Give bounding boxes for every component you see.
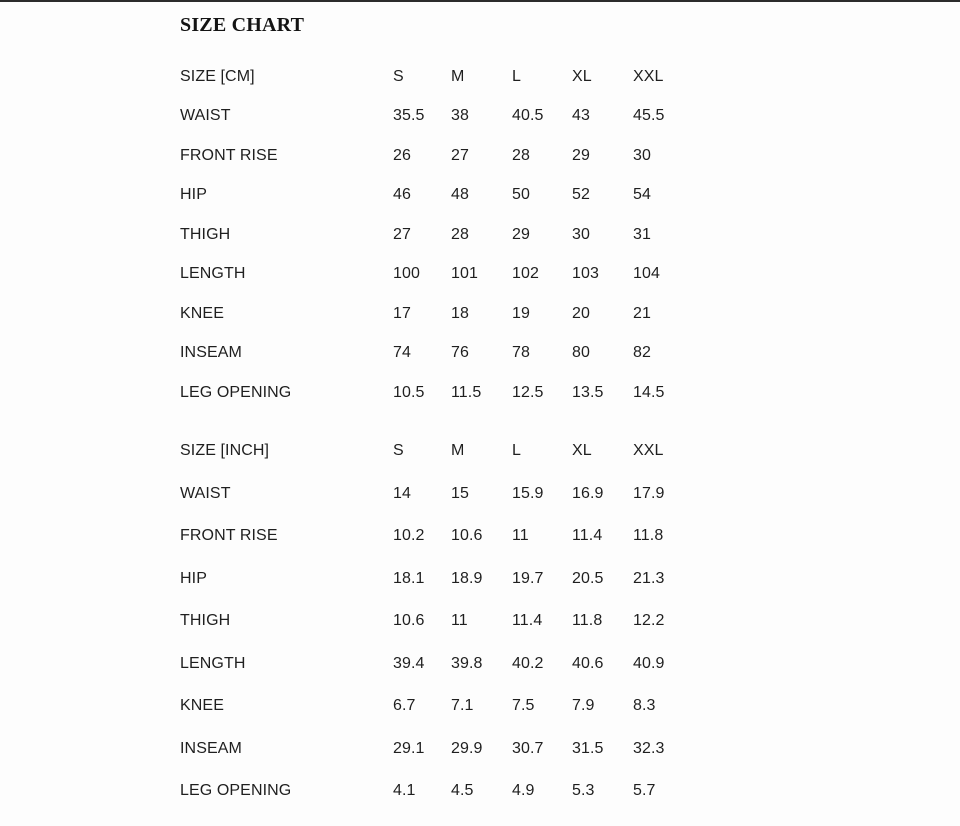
size-cell: 11.5 bbox=[451, 383, 482, 401]
size-cell: 82 bbox=[633, 344, 651, 362]
size-cell: 26 bbox=[393, 146, 411, 164]
size-cell: 20.5 bbox=[572, 569, 604, 587]
size-cell: 28 bbox=[451, 225, 469, 243]
size-cell: 14.5 bbox=[633, 383, 665, 401]
table-row bbox=[180, 373, 720, 413]
size-cell: 4.5 bbox=[451, 782, 474, 800]
table-row bbox=[180, 643, 720, 686]
size-cell: 46 bbox=[393, 186, 411, 204]
size-cell: 35.5 bbox=[393, 107, 425, 125]
size-cell: 11 bbox=[512, 527, 529, 545]
size-cell: 29.1 bbox=[393, 739, 425, 757]
size-cell: 80 bbox=[572, 344, 590, 362]
size-col-xxl: XXL bbox=[633, 67, 664, 85]
size-table-inch bbox=[180, 430, 720, 813]
size-cell: 5.3 bbox=[572, 782, 595, 800]
size-cell: 78 bbox=[512, 344, 530, 362]
size-cell: 21.3 bbox=[633, 569, 665, 587]
table-row bbox=[180, 334, 720, 374]
size-cell: 29 bbox=[512, 225, 530, 243]
size-col-m: M bbox=[451, 67, 465, 85]
row-label: INSEAM bbox=[180, 739, 242, 757]
row-label: HIP bbox=[180, 569, 207, 587]
size-cell: 30 bbox=[633, 146, 651, 164]
size-table-cm bbox=[180, 57, 720, 413]
row-label: INSEAM bbox=[180, 344, 242, 362]
table-row bbox=[180, 473, 720, 516]
size-cell: 43 bbox=[572, 107, 590, 125]
size-cell: 30 bbox=[572, 225, 590, 243]
row-label: HIP bbox=[180, 186, 207, 204]
size-cell: 40.6 bbox=[572, 654, 604, 672]
table-header-row bbox=[180, 57, 720, 97]
size-cell: 31.5 bbox=[572, 739, 604, 757]
size-cell: 6.7 bbox=[393, 697, 416, 715]
size-col-s: S bbox=[393, 67, 404, 85]
size-cell: 101 bbox=[451, 265, 478, 283]
table-header-row bbox=[180, 430, 720, 473]
size-cell: 38 bbox=[451, 107, 469, 125]
row-label: THIGH bbox=[180, 225, 231, 243]
row-label: THIGH bbox=[180, 612, 231, 630]
table-row bbox=[180, 215, 720, 255]
size-cell: 17.9 bbox=[633, 484, 665, 502]
size-cell: 52 bbox=[572, 186, 590, 204]
size-cell: 11.4 bbox=[512, 612, 543, 630]
size-col-s: S bbox=[393, 442, 404, 460]
size-cell: 20 bbox=[572, 304, 590, 322]
size-cell: 17 bbox=[393, 304, 411, 322]
row-label: LEG OPENING bbox=[180, 383, 292, 401]
size-cell: 32.3 bbox=[633, 739, 665, 757]
size-cell: 100 bbox=[393, 265, 420, 283]
size-cell: 31 bbox=[633, 225, 651, 243]
size-cell: 103 bbox=[572, 265, 599, 283]
size-cell: 16.9 bbox=[572, 484, 604, 502]
size-col-xxl: XXL bbox=[633, 442, 664, 460]
size-cell: 7.5 bbox=[512, 697, 535, 715]
size-cell: 10.6 bbox=[451, 527, 483, 545]
table-row bbox=[180, 600, 720, 643]
size-cell: 45.5 bbox=[633, 107, 665, 125]
size-cell: 10.6 bbox=[393, 612, 425, 630]
size-cell: 50 bbox=[512, 186, 530, 204]
size-col-l: L bbox=[512, 442, 521, 460]
top-rule bbox=[0, 0, 960, 2]
size-cell: 27 bbox=[393, 225, 411, 243]
size-cell: 12.2 bbox=[633, 612, 665, 630]
row-label: WAIST bbox=[180, 484, 231, 502]
size-cell: 11 bbox=[451, 612, 468, 630]
size-cell: 4.1 bbox=[393, 782, 416, 800]
table-row bbox=[180, 97, 720, 137]
size-cell: 8.3 bbox=[633, 697, 656, 715]
table-row bbox=[180, 685, 720, 728]
size-cell: 30.7 bbox=[512, 739, 544, 757]
size-cell: 76 bbox=[451, 344, 469, 362]
table-row bbox=[180, 728, 720, 771]
table-row bbox=[180, 255, 720, 295]
size-cell: 11.4 bbox=[572, 527, 603, 545]
size-unit-label: SIZE [INCH] bbox=[180, 442, 270, 460]
row-label: WAIST bbox=[180, 107, 231, 125]
size-cell: 104 bbox=[633, 265, 660, 283]
row-label: FRONT RISE bbox=[180, 146, 278, 164]
size-cell: 13.5 bbox=[572, 383, 604, 401]
size-cell: 28 bbox=[512, 146, 530, 164]
size-cell: 19 bbox=[512, 304, 530, 322]
size-col-xl: XL bbox=[572, 442, 592, 460]
size-cell: 7.1 bbox=[451, 697, 474, 715]
table-row bbox=[180, 515, 720, 558]
size-cell: 15 bbox=[451, 484, 469, 502]
row-label: KNEE bbox=[180, 697, 224, 715]
size-cell: 40.5 bbox=[512, 107, 544, 125]
row-label: FRONT RISE bbox=[180, 527, 278, 545]
row-label: KNEE bbox=[180, 304, 224, 322]
size-cell: 74 bbox=[393, 344, 411, 362]
page-title: SIZE CHART bbox=[180, 14, 305, 36]
row-label: LENGTH bbox=[180, 265, 246, 283]
table-row bbox=[180, 136, 720, 176]
size-col-m: M bbox=[451, 442, 465, 460]
size-cell: 54 bbox=[633, 186, 651, 204]
size-cell: 102 bbox=[512, 265, 539, 283]
table-row bbox=[180, 176, 720, 216]
size-unit-label: SIZE [CM] bbox=[180, 67, 255, 85]
size-cell: 18 bbox=[451, 304, 469, 322]
size-cell: 40.9 bbox=[633, 654, 665, 672]
size-cell: 18.9 bbox=[451, 569, 483, 587]
size-cell: 11.8 bbox=[633, 527, 664, 545]
size-cell: 11.8 bbox=[572, 612, 603, 630]
row-label: LEG OPENING bbox=[180, 782, 292, 800]
table-row bbox=[180, 558, 720, 601]
size-cell: 18.1 bbox=[393, 569, 425, 587]
size-cell: 10.2 bbox=[393, 527, 425, 545]
size-cell: 29 bbox=[572, 146, 590, 164]
table-row bbox=[180, 294, 720, 334]
size-cell: 40.2 bbox=[512, 654, 544, 672]
size-cell: 39.8 bbox=[451, 654, 483, 672]
size-cell: 7.9 bbox=[572, 697, 595, 715]
size-cell: 14 bbox=[393, 484, 411, 502]
size-col-l: L bbox=[512, 67, 521, 85]
table-row bbox=[180, 770, 720, 813]
size-cell: 27 bbox=[451, 146, 469, 164]
size-cell: 15.9 bbox=[512, 484, 544, 502]
size-cell: 48 bbox=[451, 186, 469, 204]
size-cell: 39.4 bbox=[393, 654, 425, 672]
row-label: LENGTH bbox=[180, 654, 246, 672]
size-col-xl: XL bbox=[572, 67, 592, 85]
size-cell: 29.9 bbox=[451, 739, 483, 757]
size-cell: 5.7 bbox=[633, 782, 656, 800]
size-cell: 12.5 bbox=[512, 383, 544, 401]
size-cell: 21 bbox=[633, 304, 651, 322]
size-cell: 10.5 bbox=[393, 383, 425, 401]
size-cell: 4.9 bbox=[512, 782, 535, 800]
size-cell: 19.7 bbox=[512, 569, 544, 587]
